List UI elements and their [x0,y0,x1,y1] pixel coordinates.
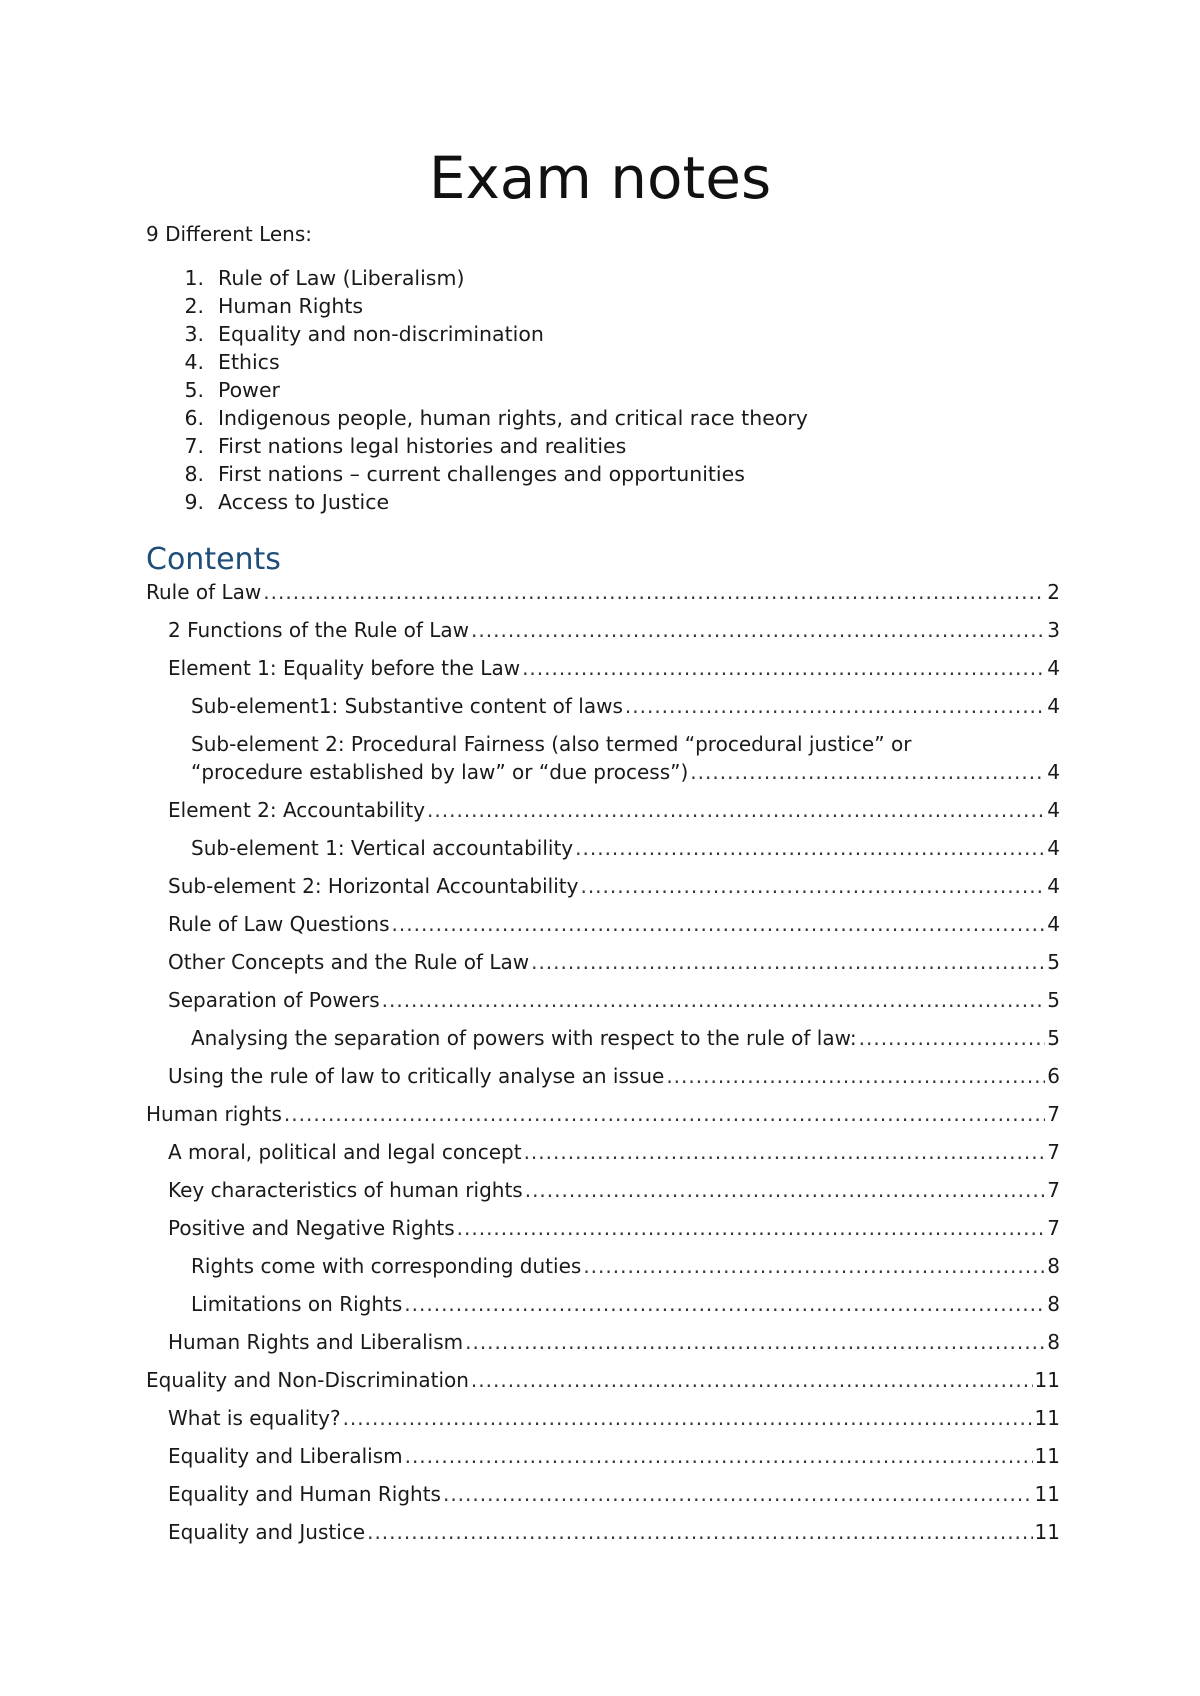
toc-entry-text: Equality and Human Rights [168,1482,441,1506]
toc-leader-dots [859,1024,1046,1052]
toc-entry[interactable] [146,1100,1060,1128]
toc-leader-dots [404,1290,1045,1318]
toc-leader-dots [575,834,1045,862]
toc-entry-text: Equality and Justice [168,1520,366,1544]
toc-page-number: 11 [1034,1368,1060,1392]
toc-entry-text: 2 Functions of the Rule of Law [168,618,470,642]
toc-leader-dots [284,1100,1045,1128]
toc-entry-text: A moral, political and legal concept [168,1140,522,1164]
list-label: First nations – current challenges and opportunities [218,462,745,486]
list-item [146,404,808,432]
toc-page-number: 7 [1047,1140,1060,1164]
toc-page-number: 3 [1047,618,1060,642]
toc-entry-text: Element 2: Accountability [168,798,426,822]
toc-page-number: 7 [1047,1102,1060,1126]
toc-leader-dots [690,758,1045,786]
document-title: Exam notes [428,144,772,212]
list-label: Power [218,378,280,402]
toc-page-number: 2 [1047,580,1060,604]
toc-entry[interactable] [146,1366,1060,1394]
toc-page-number: 11 [1034,1482,1060,1506]
list-item [146,376,808,404]
list-number: 8. [184,462,204,486]
toc-entry-line2 [191,758,1060,786]
toc-leader-dots [625,692,1045,720]
intro-text: 9 Different Lens: [146,222,313,246]
contents-heading: Contents [146,542,281,577]
toc-entry[interactable] [146,1518,1060,1546]
toc-entry[interactable] [146,1480,1060,1508]
toc-page-number: 5 [1047,950,1060,974]
toc-entry-text: Key characteristics of human rights [168,1178,523,1202]
toc-entry-text: Rule of Law Questions [168,912,390,936]
toc-entry-text: Sub-element 2: Horizontal Accountability [168,874,579,898]
toc-entry-text: Limitations on Rights [191,1292,403,1316]
toc-leader-dots [427,796,1045,824]
toc-entry-text: Rule of Law [146,580,262,604]
toc-leader-dots [666,1062,1045,1090]
toc-entry[interactable] [146,910,1060,938]
toc-page-number: 4 [1047,760,1060,784]
toc-entry[interactable] [146,1328,1060,1356]
list-number: 6. [184,406,204,430]
list-number: 2. [184,294,204,318]
toc-entry[interactable] [146,1404,1060,1432]
toc-entry[interactable] [146,872,1060,900]
toc-page-number: 4 [1047,656,1060,680]
list-item [146,320,808,348]
toc-entry-text: Rights come with corresponding duties [191,1254,582,1278]
toc-entry[interactable] [146,948,1060,976]
toc-entry[interactable] [146,1290,1060,1318]
toc-entry-text: Sub-element 1: Vertical accountability [191,836,574,860]
toc-entry[interactable] [146,796,1060,824]
toc-page-number: 11 [1034,1406,1060,1430]
toc-leader-dots [343,1404,1033,1432]
toc-entry[interactable] [146,834,1060,862]
toc-leader-dots [405,1442,1033,1470]
toc-leader-dots [457,1214,1046,1242]
toc-entry-text: Separation of Powers [168,988,380,1012]
toc-entry-text: Positive and Negative Rights [168,1216,455,1240]
toc-entry[interactable] [146,692,1060,720]
toc-page-number: 4 [1047,798,1060,822]
toc-entry-text: Element 1: Equality before the Law [168,656,521,680]
list-item [146,292,808,320]
toc-entry-text: Human rights [146,1102,282,1126]
toc-entry[interactable] [146,1442,1060,1470]
list-label: Human Rights [218,294,364,318]
toc-leader-dots [583,1252,1045,1280]
toc-page-number: 4 [1047,874,1060,898]
toc-page-number: 4 [1047,836,1060,860]
list-label: Ethics [218,350,280,374]
toc-leader-dots [263,578,1045,606]
toc-page-number: 5 [1047,1026,1060,1050]
list-label: Access to Justice [218,490,390,514]
list-item [146,460,808,488]
list-item [146,432,808,460]
toc-page-number: 8 [1047,1292,1060,1316]
list-label: Equality and non-discrimination [218,322,544,346]
list-number: 4. [184,350,204,374]
toc-leader-dots [522,654,1045,682]
toc-leader-dots [471,1366,1033,1394]
list-item [146,488,808,516]
toc-entry-text: What is equality? [168,1406,341,1430]
toc-page-number: 5 [1047,988,1060,1012]
toc-leader-dots [580,872,1045,900]
toc-entry-text: Equality and Non-Discrimination [146,1368,469,1392]
list-number: 5. [184,378,204,402]
toc-entry[interactable] [146,1176,1060,1204]
list-item [146,264,808,292]
toc-page-number: 6 [1047,1064,1060,1088]
toc-entry-text: Human Rights and Liberalism [168,1330,464,1354]
toc-entry-text: Sub-element 2: Procedural Fairness (also termed “procedural justice” or [191,732,912,756]
toc-leader-dots [367,1518,1032,1546]
toc-leader-dots [531,948,1045,976]
list-label: Rule of Law (Liberalism) [218,266,465,290]
toc-entry[interactable] [146,616,1060,644]
table-of-contents [146,578,1060,1556]
list-number: 7. [184,434,204,458]
toc-page-number: 7 [1047,1216,1060,1240]
toc-page-number: 4 [1047,912,1060,936]
toc-entry-text: Equality and Liberalism [168,1444,403,1468]
toc-entry[interactable] [146,1024,1060,1052]
toc-entry-text: Sub-element1: Substantive content of laws [191,694,623,718]
toc-entry[interactable] [146,654,1060,682]
toc-entry[interactable] [146,1252,1060,1280]
toc-entry[interactable] [146,1138,1060,1166]
toc-leader-dots [471,616,1045,644]
toc-leader-dots [392,910,1046,938]
toc-leader-dots [443,1480,1033,1508]
list-number: 9. [184,490,204,514]
toc-leader-dots [382,986,1046,1014]
list-number: 3. [184,322,204,346]
toc-page-number: 11 [1034,1520,1060,1544]
toc-entry-text: Other Concepts and the Rule of Law [168,950,530,974]
toc-entry-text: Analysing the separation of powers with respect to the rule of law: [191,1026,857,1050]
toc-page-number: 11 [1034,1444,1060,1468]
toc-entry[interactable] [146,1214,1060,1242]
toc-entry[interactable] [146,578,1060,606]
toc-page-number: 7 [1047,1178,1060,1202]
lens-list [146,264,808,516]
toc-entry[interactable] [146,1062,1060,1090]
list-label: Indigenous people, human rights, and critical race theory [218,406,808,430]
toc-page-number: 4 [1047,694,1060,718]
toc-page-number: 8 [1047,1254,1060,1278]
toc-leader-dots [525,1176,1046,1204]
toc-entry-text-cont: “procedure established by law” or “due process”) [191,760,689,784]
list-number: 1. [184,266,204,290]
toc-entry[interactable] [146,986,1060,1014]
toc-entry[interactable] [146,730,1060,786]
list-label: First nations legal histories and realities [218,434,627,458]
list-item [146,348,808,376]
toc-entry-text: Using the rule of law to critically analyse an issue [168,1064,665,1088]
toc-page-number: 8 [1047,1330,1060,1354]
toc-leader-dots [465,1328,1045,1356]
toc-leader-dots [524,1138,1046,1166]
toc-entry-wrap [191,730,1060,786]
